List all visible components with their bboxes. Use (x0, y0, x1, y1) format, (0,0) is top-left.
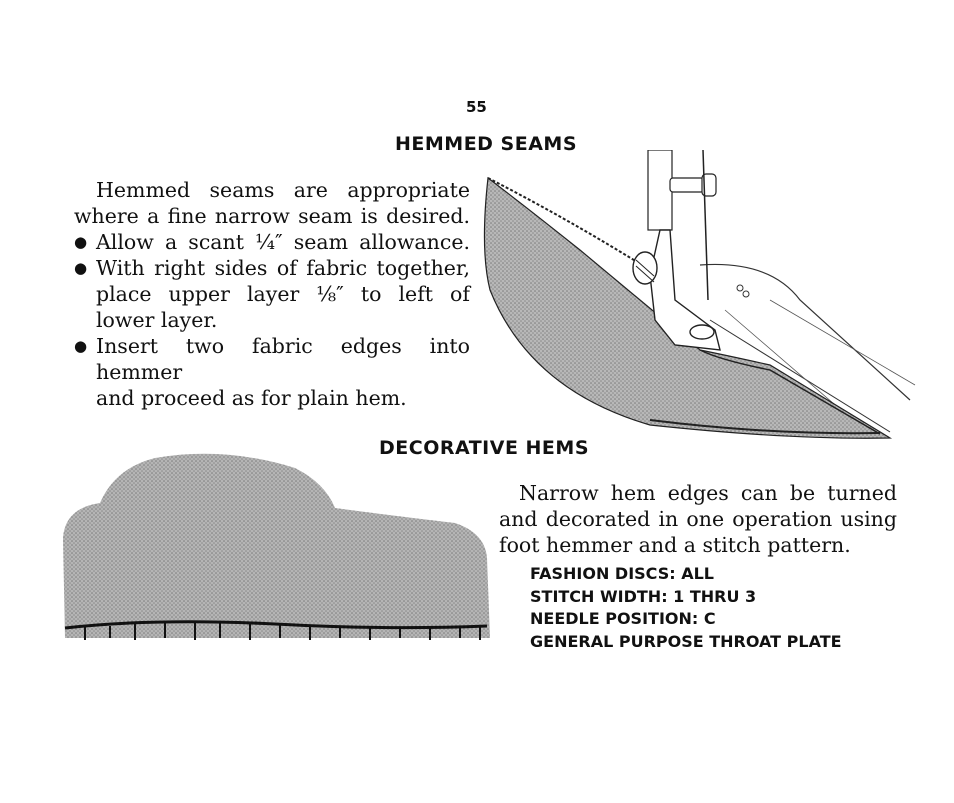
machine-settings (530, 563, 842, 653)
intro-line: Hemmed seams are appropriate (96, 178, 470, 202)
bullet-dot-icon: ● (74, 337, 88, 355)
setting-needle-position: NEEDLE POSITION: C (530, 609, 716, 628)
decorative-hems-heading: DECORATIVE HEMS (379, 437, 590, 459)
bullet-line: place upper layer ⅛″ to left of (96, 282, 470, 306)
setting-throat-plate: GENERAL PURPOSE THROAT PLATE (530, 631, 842, 651)
bullet-line: Insert two fabric edges into hemmer (96, 334, 470, 384)
bullet-dot-icon: ● (74, 259, 88, 277)
decorative-line: foot hemmer and a stitch pattern. (499, 533, 851, 557)
bullet-line: and proceed as for plain hem. (96, 386, 407, 410)
bullet-item (74, 229, 470, 255)
hemmer-foot-illustration (470, 150, 920, 450)
decorative-line: and decorated in one operation using (499, 507, 897, 531)
bullet-line: lower layer. (96, 308, 218, 332)
bullet-line: Allow a scant ¼″ seam allowance. (96, 230, 470, 254)
bullet-item (74, 333, 470, 411)
intro-line: where a fine narrow seam is desired. (74, 204, 470, 228)
decorative-line: Narrow hem edges can be turned (519, 481, 897, 505)
bullet-dot-icon: ● (74, 233, 88, 251)
bullet-line: With right sides of fabric together, (96, 256, 470, 280)
page-number: 55 (466, 98, 487, 116)
setting-fashion-discs: FASHION DISCS: ALL (530, 564, 714, 583)
hemmed-seams-heading: HEMMED SEAMS (395, 133, 578, 155)
decorative-hems-body (499, 480, 897, 558)
decorative-hem-illustration (55, 448, 495, 648)
hemmed-seams-body (74, 177, 470, 411)
setting-stitch-width: STITCH WIDTH: 1 THRU 3 (530, 586, 757, 606)
bullet-item (74, 255, 470, 333)
